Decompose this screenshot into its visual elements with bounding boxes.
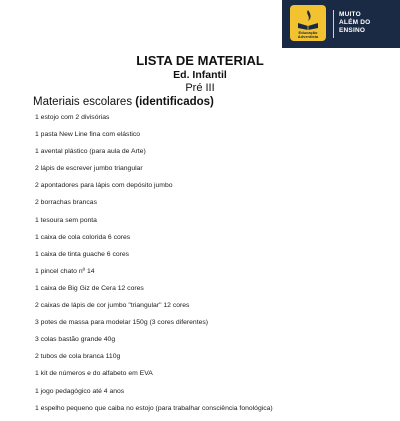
list-item: 2 lápis de escrever jumbo triangular xyxy=(35,165,143,173)
slogan-line-2: ALÉM DO xyxy=(339,19,371,26)
adventist-education-logo xyxy=(290,5,326,41)
list-item: 1 caixa de Big Giz de Cera 12 cores xyxy=(35,284,144,292)
list-item: 1 avental plástico (para aula de Arte) xyxy=(35,148,146,156)
slogan-line-1: MUITO xyxy=(339,11,361,18)
grade-label: Pré III xyxy=(185,82,215,94)
list-item: 1 espelho pequeno que caiba no estojo (para trabalhar consciência fonológica) xyxy=(35,404,273,412)
document-title: LISTA DE MATERIAL xyxy=(136,53,264,68)
list-item: 2 tubos de cola branca 110g xyxy=(35,353,121,361)
list-item: 1 tesoura sem ponta xyxy=(35,216,97,224)
section-heading xyxy=(33,95,214,109)
list-item: 1 caixa de cola colorida 6 cores xyxy=(35,233,131,241)
list-item: 1 caixa de tinta guache 6 cores xyxy=(35,250,130,258)
flame-book-icon xyxy=(296,9,320,31)
slogan-line-3: ENSINO xyxy=(339,27,366,34)
list-item: 2 borrachas brancas xyxy=(35,199,97,207)
section-heading-note: (identificados) xyxy=(135,96,214,108)
list-item: 3 colas bastão grande 40g xyxy=(35,336,116,344)
list-item: 1 estojo com 2 divisórias xyxy=(35,114,110,121)
list-item: 1 jogo pedagógico até 4 anos xyxy=(35,387,125,395)
material-list xyxy=(35,113,395,421)
list-item: 3 potes de massa para modelar 150g (3 cores diferentes) xyxy=(35,319,209,327)
list-item: 1 pasta New Line fina com elástico xyxy=(35,131,141,139)
list-item: 2 caixas de lápis de cor jumbo "triangular" 12 cores xyxy=(35,302,190,310)
document-subtitle: Ed. Infantil xyxy=(173,69,227,81)
logo-text: Educação Adventista xyxy=(297,30,319,39)
list-item: 2 apontadores para lápis com depósito jumbo xyxy=(35,182,173,190)
section-heading-text: Materiais escolares xyxy=(33,96,133,108)
list-item: 1 kit de números e do alfabeto em EVA xyxy=(35,370,153,378)
logo-divider xyxy=(333,10,334,38)
slogan xyxy=(339,11,397,35)
list-item: 1 pincel chato nº 14 xyxy=(35,267,95,275)
